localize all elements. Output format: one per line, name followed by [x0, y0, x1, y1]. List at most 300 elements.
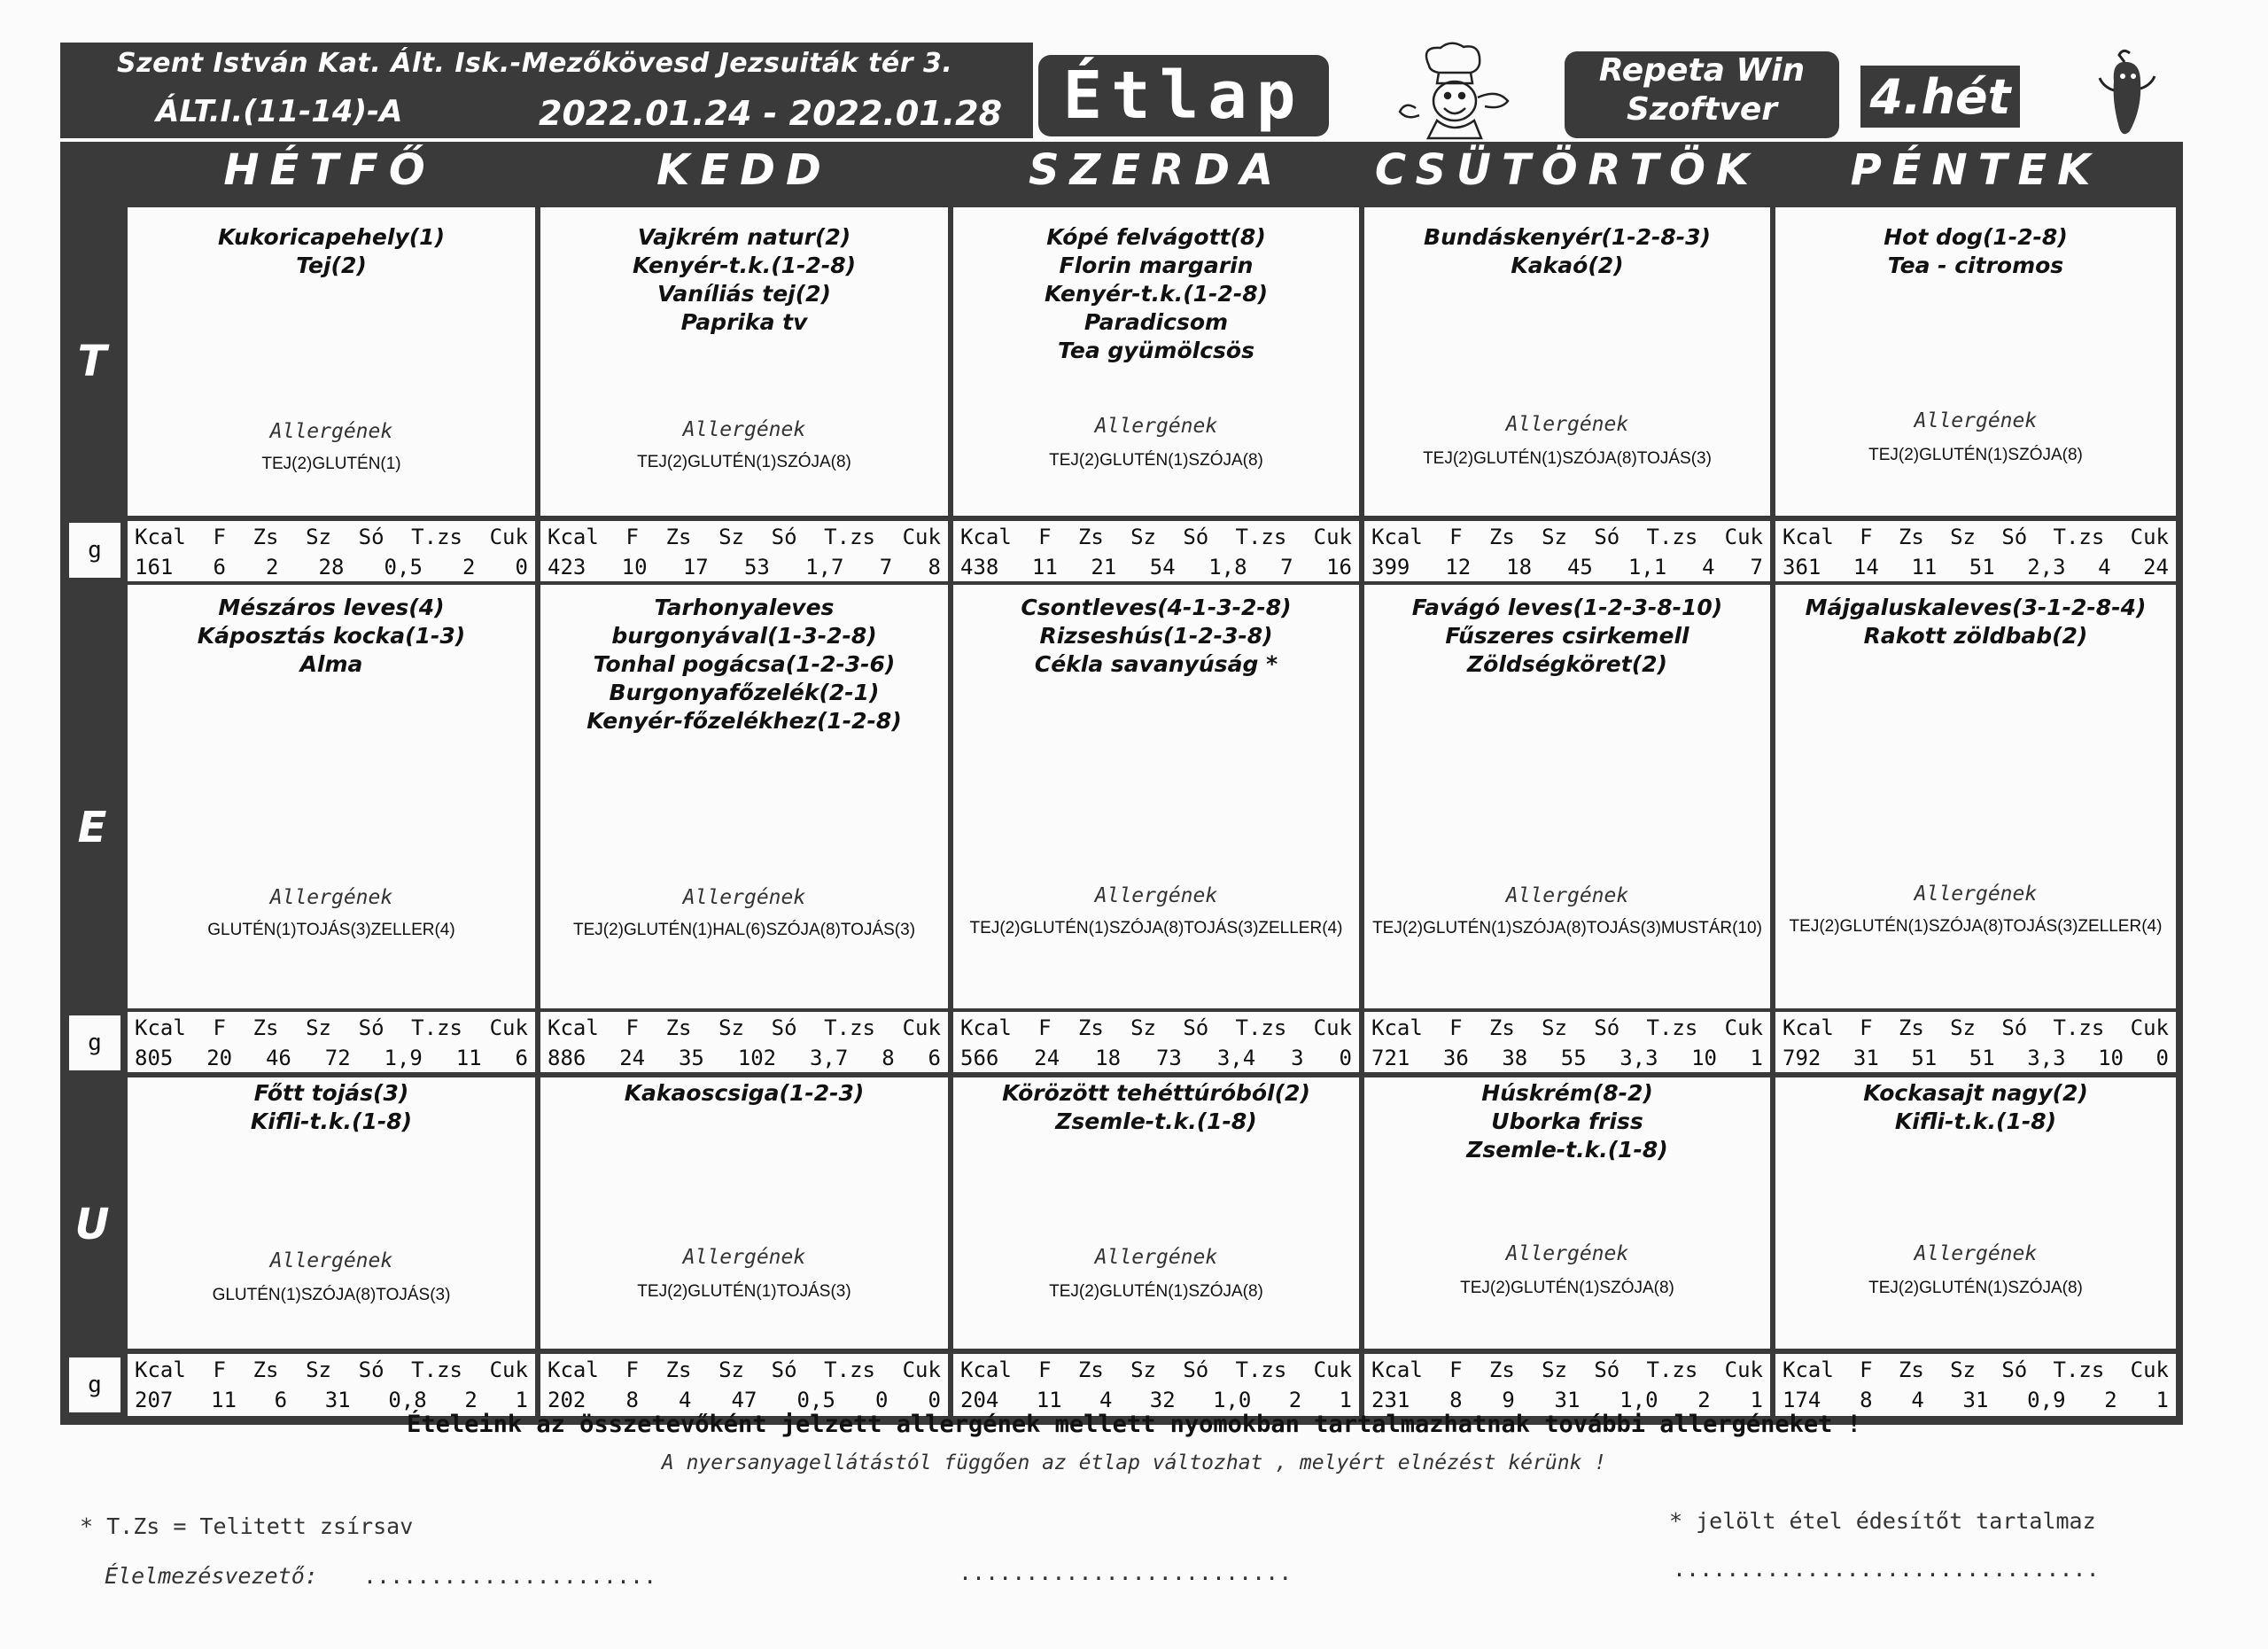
- nutrition-header: Só: [1183, 1015, 1209, 1040]
- nutrition-header: T.zs: [1235, 1357, 1287, 1382]
- nutrition-value: 2: [464, 1388, 478, 1412]
- signature-line: ................................: [1673, 1556, 2100, 1582]
- nutrition-header: T.zs: [411, 525, 462, 549]
- nutrition-header: Sz: [1130, 1357, 1156, 1382]
- allergen-label: Allergének: [1914, 1242, 2038, 1265]
- week-label: 4.hét: [1869, 68, 2011, 125]
- nutrition-value: 6: [515, 1046, 528, 1070]
- menu-cell: [1364, 1077, 1770, 1349]
- nutrition-header: Zs: [1077, 1015, 1104, 1040]
- allergen-list: TEJ(2)GLUTÉN(1)HAL(6)SZÓJA(8)TOJÁS(3): [572, 921, 916, 939]
- nutrition-header: F: [213, 525, 226, 549]
- allergen-list: TEJ(2)GLUTÉN(1)SZÓJA(8): [1868, 446, 2083, 464]
- allergen-label: Allergének: [1914, 883, 2038, 906]
- nutrition-header: Zs: [1488, 1357, 1515, 1382]
- nutrition-header: T.zs: [411, 1357, 462, 1382]
- vendor-box: [1565, 51, 1839, 138]
- nutrition-header: Zs: [252, 525, 279, 549]
- nutrition-box: [1364, 521, 1770, 581]
- nutrition-value: 174: [1783, 1388, 1821, 1412]
- nutrition-header: Kcal: [960, 1015, 1012, 1040]
- allergen-list: GLUTÉN(1)SZÓJA(8)TOJÁS(3): [212, 1286, 451, 1304]
- nutrition-value: 4: [1911, 1388, 1924, 1412]
- nutrition-header: T.zs: [411, 1015, 462, 1040]
- nutrition-value: 4: [679, 1388, 692, 1412]
- nutrition-header: F: [1449, 1357, 1463, 1382]
- nutrition-value: 11: [1036, 1388, 1062, 1412]
- nutrition-header: Kcal: [1783, 1357, 1834, 1382]
- nutrition-value: 20: [206, 1046, 233, 1070]
- nutrition-value: 21: [1091, 555, 1117, 579]
- nutrition-header: Só: [1594, 525, 1620, 549]
- nutrition-value: 3,3: [2027, 1046, 2066, 1070]
- nutrition-header: Kcal: [548, 1357, 599, 1382]
- nutrition-header: Sz: [1950, 1357, 1976, 1382]
- nutrition-value: 14: [1852, 555, 1879, 579]
- nutrition-value: 1: [2155, 1388, 2169, 1412]
- allergen-list: GLUTÉN(1)TOJÁS(3)ZELLER(4): [207, 921, 455, 939]
- allergen-list: TEJ(2)GLUTÉN(1)SZÓJA(8): [637, 453, 851, 471]
- allergen-label: Allergének: [1094, 884, 1218, 907]
- nutrition-header: Kcal: [960, 525, 1012, 549]
- nutrition-value: 31: [1962, 1388, 1989, 1412]
- nutrition-value: 1,7: [805, 555, 844, 579]
- nutrition-header: Sz: [306, 1357, 331, 1382]
- dish: Tea - citromos: [1887, 253, 2064, 278]
- nutrition-header: Cuk: [1724, 1015, 1763, 1040]
- dish: Paradicsom: [1084, 309, 1229, 335]
- nutrition-header: Kcal: [548, 1015, 599, 1040]
- nutrition-value: 45: [1566, 555, 1593, 579]
- nutrition-header: Zs: [1488, 525, 1515, 549]
- nutrition-value: 72: [324, 1046, 351, 1070]
- day-header: SZERDA: [1028, 145, 1285, 195]
- nutrition-header: Zs: [252, 1015, 279, 1040]
- nutrition-header: Kcal: [1783, 1015, 1834, 1040]
- row-letter: T: [77, 337, 107, 386]
- nutrition-value: 0,8: [388, 1388, 427, 1412]
- nutrition-value: 51: [1969, 555, 1995, 579]
- allergen-list: TEJ(2)GLUTÉN(1)TOJÁS(3): [637, 1282, 851, 1301]
- nutrition-box: [540, 1354, 948, 1416]
- allergen-list: TEJ(2)GLUTÉN(1)SZÓJA(8)TOJÁS(3)ZELLER(4): [969, 919, 1343, 937]
- dish: Zöldségköret(2): [1467, 651, 1667, 677]
- nutrition-value: 18: [1095, 1046, 1122, 1070]
- nutrition-value: 102: [737, 1046, 777, 1070]
- nutrition-header: Só: [358, 1357, 384, 1382]
- nutrition-value: 207: [135, 1388, 174, 1412]
- nutrition-header: Só: [2001, 1357, 2028, 1382]
- dish: Mészáros leves(4): [218, 595, 445, 620]
- manager-label: Élelmezésvezető:: [105, 1563, 318, 1589]
- nutrition-value: 53: [743, 555, 770, 579]
- dish: Uborka friss: [1491, 1108, 1643, 1134]
- nutrition-header: Sz: [718, 1015, 744, 1040]
- nutrition-header: Cuk: [2130, 1015, 2169, 1040]
- nutrition-value: 38: [1502, 1046, 1528, 1070]
- nutrition-header: Kcal: [548, 525, 599, 549]
- nutrition-header: Só: [1594, 1015, 1620, 1040]
- nutrition-value: 0: [928, 1388, 941, 1412]
- day-header: HÉTFŐ: [223, 145, 436, 195]
- nutrition-value: 10: [2098, 1046, 2124, 1070]
- manager-signature-line: ......................: [363, 1563, 657, 1589]
- nutrition-header: F: [625, 525, 639, 549]
- dish: Burgonyafőzelék(2-1): [609, 680, 880, 705]
- dish: Kenyér-főzelékhez(1-2-8): [586, 708, 902, 734]
- nutrition-value: 7: [1280, 555, 1293, 579]
- class-code: ÁLT.I.(11-14)-A: [156, 94, 403, 129]
- nutrition-value: 8: [1860, 1388, 1873, 1412]
- nutrition-value: 202: [548, 1388, 586, 1412]
- page-title: Étlap: [1062, 58, 1305, 134]
- nutrition-header: F: [625, 1015, 639, 1040]
- nutrition-header: T.zs: [1235, 525, 1287, 549]
- nutrition-value: 16: [1326, 555, 1352, 579]
- nutrition-value: 161: [135, 555, 174, 579]
- nutrition-box: [1364, 1012, 1770, 1072]
- dish: Vajkrém natur(2): [637, 224, 851, 250]
- menu-cell: [128, 1077, 535, 1349]
- nutrition-value: 7: [1750, 555, 1763, 579]
- nutrition-header: Kcal: [1371, 525, 1423, 549]
- nutrition-header: T.zs: [824, 1357, 875, 1382]
- nutrition-header: Cuk: [902, 1357, 941, 1382]
- nutrition-value: 361: [1783, 555, 1821, 579]
- nutrition-header: Zs: [1077, 1357, 1104, 1382]
- nutrition-header: Só: [1183, 1357, 1209, 1382]
- nutrition-value: 399: [1371, 555, 1410, 579]
- nutrition-header: Kcal: [1371, 1015, 1423, 1040]
- allergen-label: Allergének: [682, 418, 806, 441]
- dish: Kifli-t.k.(1-8): [1894, 1108, 2057, 1134]
- dish: Körözött tehéttúróból(2): [1002, 1080, 1310, 1106]
- dish: Bundáskenyér(1-2-8-3): [1424, 224, 1711, 250]
- nutrition-header: Cuk: [1313, 1357, 1352, 1382]
- date-range: 2022.01.24 - 2022.01.28: [539, 94, 1003, 133]
- unit-label: g: [69, 1357, 120, 1412]
- dish: Tonhal pogácsa(1-2-3-6): [593, 651, 896, 677]
- allergen-list: TEJ(2)GLUTÉN(1): [261, 455, 401, 473]
- nutrition-value: 24: [2143, 555, 2169, 579]
- dish: Kakaoscsiga(1-2-3): [624, 1080, 865, 1106]
- nutrition-header: F: [1860, 1357, 1873, 1382]
- nutrition-value: 0: [2155, 1046, 2169, 1070]
- nutrition-header: Só: [358, 1015, 384, 1040]
- nutrition-header: Zs: [252, 1357, 279, 1382]
- nutrition-value: 3,4: [1216, 1046, 1256, 1070]
- nutrition-header: Sz: [718, 525, 744, 549]
- nutrition-value: 32: [1149, 1388, 1176, 1412]
- nutrition-header: T.zs: [2053, 1015, 2105, 1040]
- nutrition-header: Só: [2001, 1015, 2028, 1040]
- nutrition-header: Kcal: [135, 1015, 186, 1040]
- nutrition-header: Sz: [1950, 1015, 1976, 1040]
- nutrition-header: Cuk: [1313, 1015, 1352, 1040]
- dish: Kockasajt nagy(2): [1863, 1080, 2088, 1106]
- dish: Kakaó(2): [1511, 253, 1624, 278]
- school-header-box: [60, 43, 1033, 138]
- allergen-list: TEJ(2)GLUTÉN(1)SZÓJA(8): [1049, 451, 1263, 470]
- vendor-name: Repeta Win: [1598, 52, 1806, 89]
- allergen-label: Allergének: [269, 886, 393, 909]
- menu-cell: [540, 1077, 948, 1349]
- nutrition-header: Sz: [1950, 525, 1976, 549]
- dish: Kifli-t.k.(1-8): [250, 1108, 413, 1134]
- dish: Rakott zöldbab(2): [1863, 623, 2088, 649]
- nutrition-value: 0: [515, 555, 528, 579]
- nutrition-box: [128, 1012, 535, 1072]
- nutrition-box: [540, 1012, 948, 1072]
- row-letter: U: [74, 1200, 110, 1249]
- nutrition-header: Só: [2001, 525, 2028, 549]
- nutrition-value: 35: [678, 1046, 704, 1070]
- nutrition-header: T.zs: [1646, 1357, 1698, 1382]
- nutrition-header: Cuk: [1313, 525, 1352, 549]
- dish: Májgaluskaleves(3-1-2-8-4): [1805, 595, 2147, 620]
- dish: Rizseshús(1-2-3-8): [1039, 623, 1273, 649]
- nutrition-header: Zs: [1488, 1015, 1515, 1040]
- nutrition-value: 1: [1750, 1388, 1763, 1412]
- nutrition-value: 12: [1445, 555, 1472, 579]
- day-header: CSÜTÖRTÖK: [1374, 145, 1760, 195]
- nutrition-header: Sz: [718, 1357, 744, 1382]
- nutrition-value: 0: [875, 1388, 889, 1412]
- nutrition-box: [953, 1354, 1359, 1416]
- nutrition-header: Sz: [1130, 1015, 1156, 1040]
- menu-cell: [128, 207, 535, 516]
- menu-cell: [1775, 585, 2176, 1008]
- nutrition-header: Sz: [306, 1015, 331, 1040]
- dish: Alma: [299, 651, 363, 677]
- nutrition-header: Só: [1594, 1357, 1620, 1382]
- nutrition-header: Sz: [1542, 525, 1567, 549]
- allergen-list: TEJ(2)GLUTÉN(1)SZÓJA(8)TOJÁS(3)MUSTÁR(10): [1372, 919, 1762, 937]
- nutrition-value: 10: [621, 555, 648, 579]
- nutrition-value: 11: [211, 1388, 237, 1412]
- dish: Főtt tojás(3): [253, 1080, 409, 1106]
- nutrition-header: Só: [771, 525, 797, 549]
- allergen-disclaimer: Ételeink az összetevőként jelzett allergének mellett nyomokban tartalmazhatnak további allergéneket !: [407, 1411, 1861, 1438]
- nutrition-value: 886: [548, 1046, 586, 1070]
- nutrition-value: 73: [1155, 1046, 1182, 1070]
- allergen-label: Allergének: [1505, 1242, 1629, 1265]
- dish: Florin margarin: [1059, 253, 1254, 278]
- allergen-label: Allergének: [269, 1249, 393, 1272]
- nutrition-value: 18: [1506, 555, 1533, 579]
- nutrition-header: T.zs: [1646, 525, 1698, 549]
- day-header: KEDD: [656, 145, 832, 195]
- nutrition-header: Sz: [1542, 1357, 1567, 1382]
- nutrition-header: Só: [358, 525, 384, 549]
- dish: Tea gyümölcsös: [1058, 338, 1254, 363]
- nutrition-value: 1,0: [1619, 1388, 1658, 1412]
- nutrition-header: Cuk: [489, 1357, 528, 1382]
- nutrition-header: T.zs: [1646, 1015, 1698, 1040]
- nutrition-header: T.zs: [2053, 1357, 2105, 1382]
- allergen-label: Allergének: [682, 886, 806, 909]
- dish: Tarhonyaleves: [654, 595, 835, 620]
- nutrition-value: 51: [1911, 1046, 1938, 1070]
- dish: Fűszeres csirkemell: [1445, 623, 1689, 649]
- nutrition-header: F: [1860, 525, 1873, 549]
- allergen-label: Allergének: [682, 1246, 806, 1269]
- nutrition-header: Zs: [1898, 1357, 1924, 1382]
- nutrition-value: 8: [882, 1046, 895, 1070]
- menu-cell: [540, 207, 948, 516]
- dish: Vaníliás tej(2): [657, 281, 831, 307]
- nutrition-value: 0,9: [2027, 1388, 2066, 1412]
- nutrition-header: Cuk: [2130, 1357, 2169, 1382]
- nutrition-value: 31: [324, 1388, 351, 1412]
- nutrition-value: 4: [1702, 555, 1715, 579]
- allergen-list: TEJ(2)GLUTÉN(1)SZÓJA(8)TOJÁS(3): [1423, 449, 1712, 468]
- nutrition-value: 8: [928, 555, 941, 579]
- nutrition-value: 54: [1149, 555, 1176, 579]
- nutrition-value: 1: [1339, 1388, 1352, 1412]
- nutrition-value: 46: [265, 1046, 291, 1070]
- nutrition-header: Kcal: [135, 1357, 186, 1382]
- nutrition-value: 0: [1339, 1046, 1352, 1070]
- nutrition-value: 8: [625, 1388, 639, 1412]
- nutrition-value: 24: [1034, 1046, 1060, 1070]
- unit-label: g: [69, 523, 120, 578]
- nutrition-value: 1,8: [1208, 555, 1247, 579]
- allergen-list: TEJ(2)GLUTÉN(1)SZÓJA(8): [1868, 1279, 2083, 1297]
- nutrition-value: 1: [515, 1388, 528, 1412]
- nutrition-value: 2: [266, 555, 279, 579]
- allergen-label: Allergének: [1094, 415, 1218, 438]
- allergen-label: Allergének: [1094, 1246, 1218, 1269]
- menu-cell: [953, 207, 1359, 516]
- menu-cell: [1364, 585, 1770, 1008]
- nutrition-value: 805: [135, 1046, 174, 1070]
- dish: Kenyér-t.k.(1-2-8): [1044, 281, 1269, 307]
- unit-label: g: [69, 1015, 120, 1070]
- nutrition-header: Cuk: [489, 1015, 528, 1040]
- tzs-footnote: * T.Zs = Telitett zsírsav: [80, 1513, 414, 1539]
- allergen-label: Allergének: [269, 420, 393, 443]
- nutrition-value: 31: [1554, 1388, 1581, 1412]
- nutrition-header: F: [213, 1015, 226, 1040]
- nutrition-value: 438: [960, 555, 999, 579]
- nutrition-value: 792: [1783, 1046, 1821, 1070]
- nutrition-value: 47: [731, 1388, 757, 1412]
- nutrition-value: 17: [682, 555, 709, 579]
- row-letter: E: [77, 803, 107, 852]
- nutrition-box: [1775, 1354, 2176, 1416]
- nutrition-value: 2,3: [2027, 555, 2066, 579]
- nutrition-value: 10: [1691, 1046, 1717, 1070]
- school-name: Szent István Kat. Ált. Isk.-Mezőkövesd Jezsuiták tér 3.: [117, 48, 953, 79]
- nutrition-value: 1,1: [1627, 555, 1667, 579]
- nutrition-header: F: [1038, 1015, 1052, 1040]
- nutrition-value: 28: [318, 555, 345, 579]
- nutrition-header: F: [1449, 1015, 1463, 1040]
- nutrition-value: 2: [1288, 1388, 1302, 1412]
- pepper-icon: [2096, 46, 2160, 138]
- nutrition-value: 3: [1291, 1046, 1304, 1070]
- nutrition-header: T.zs: [1235, 1015, 1287, 1040]
- menu-cell: [1775, 1077, 2176, 1349]
- menu-cell: [953, 1077, 1359, 1349]
- chef-icon: [1389, 39, 1522, 140]
- nutrition-box: [540, 521, 948, 581]
- nutrition-value: 2: [1697, 1388, 1711, 1412]
- nutrition-header: Zs: [665, 525, 692, 549]
- nutrition-header: Cuk: [1724, 525, 1763, 549]
- nutrition-header: Kcal: [960, 1357, 1012, 1382]
- day-header: PÉNTEK: [1850, 145, 2101, 195]
- nutrition-header: Cuk: [1724, 1357, 1763, 1382]
- nutrition-header: Kcal: [1371, 1357, 1423, 1382]
- dish: Favágó leves(1-2-3-8-10): [1411, 595, 1723, 620]
- nutrition-box: [953, 521, 1359, 581]
- dish: Kópé felvágott(8): [1046, 224, 1266, 250]
- menu-grid: [60, 142, 2183, 1425]
- nutrition-value: 31: [1852, 1046, 1879, 1070]
- nutrition-value: 566: [960, 1046, 999, 1070]
- allergen-list: TEJ(2)GLUTÉN(1)SZÓJA(8): [1049, 1282, 1263, 1301]
- nutrition-value: 231: [1371, 1388, 1410, 1412]
- nutrition-header: Só: [771, 1357, 797, 1382]
- nutrition-value: 11: [455, 1046, 482, 1070]
- nutrition-header: T.zs: [824, 1015, 875, 1040]
- nutrition-box: [1775, 521, 2176, 581]
- nutrition-header: Kcal: [1783, 525, 1834, 549]
- nutrition-header: Sz: [1130, 525, 1156, 549]
- nutrition-header: Cuk: [2130, 525, 2169, 549]
- nutrition-value: 9: [1502, 1388, 1515, 1412]
- nutrition-box: [128, 521, 535, 581]
- nutrition-value: 51: [1969, 1046, 1995, 1070]
- dish: burgonyával(1-3-2-8): [611, 623, 877, 649]
- dish: Zsemle-t.k.(1-8): [1055, 1108, 1257, 1134]
- nutrition-header: Sz: [306, 525, 331, 549]
- nutrition-value: 4: [1099, 1388, 1113, 1412]
- dish: Zsemle-t.k.(1-8): [1466, 1137, 1668, 1163]
- nutrition-header: F: [625, 1357, 639, 1382]
- nutrition-header: Zs: [665, 1015, 692, 1040]
- nutrition-header: F: [1860, 1015, 1873, 1040]
- dish: Kenyér-t.k.(1-2-8): [632, 253, 857, 278]
- nutrition-value: 6: [928, 1046, 941, 1070]
- vendor-subtitle: Szoftver: [1626, 91, 1778, 128]
- signature-line: .........................: [959, 1560, 1293, 1585]
- nutrition-header: Só: [1183, 525, 1209, 549]
- allergen-label: Allergének: [1505, 884, 1629, 907]
- nutrition-value: 2: [462, 555, 476, 579]
- nutrition-header: Sz: [1542, 1015, 1567, 1040]
- nutrition-header: Zs: [1077, 525, 1104, 549]
- sweetener-footnote: * jelölt étel édesítőt tartalmaz: [1669, 1508, 2096, 1534]
- menu-cell: [540, 585, 948, 1008]
- title-box: [1038, 55, 1329, 136]
- supply-disclaimer: A nyersanyagellátástól függően az étlap változhat , melyért elnézést kérünk !: [661, 1451, 1607, 1474]
- nutrition-value: 6: [213, 555, 226, 579]
- nutrition-header: T.zs: [2053, 525, 2105, 549]
- nutrition-value: 6: [274, 1388, 288, 1412]
- menu-cell: [1364, 207, 1770, 516]
- nutrition-header: F: [213, 1357, 226, 1382]
- nutrition-box: [1364, 1354, 1770, 1416]
- nutrition-value: 1,9: [384, 1046, 423, 1070]
- nutrition-value: 204: [960, 1388, 999, 1412]
- dish: Cékla savanyúság *: [1034, 651, 1278, 677]
- nutrition-header: Só: [771, 1015, 797, 1040]
- nutrition-value: 1: [1750, 1046, 1763, 1070]
- nutrition-value: 36: [1442, 1046, 1469, 1070]
